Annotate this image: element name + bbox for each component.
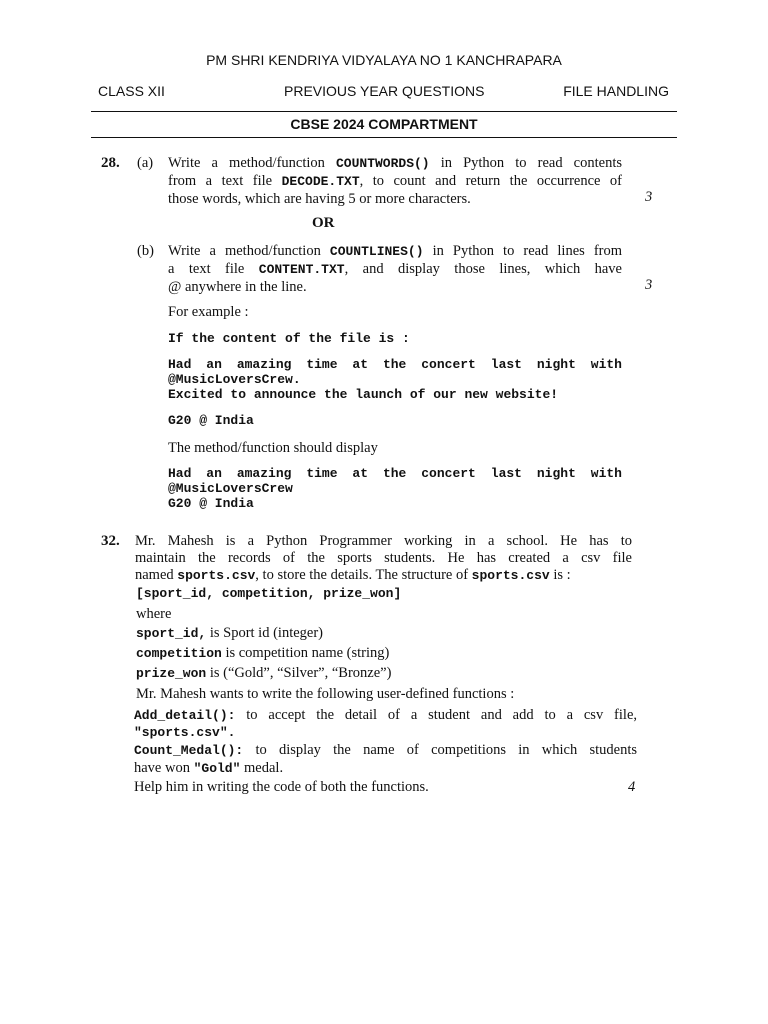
field-prize-won — [136, 665, 391, 683]
text-span: Write a method/function — [168, 243, 321, 259]
question-number: 32. — [101, 533, 120, 549]
code-line: @MusicLoversCrew. — [168, 372, 301, 387]
code-span: Add_detail(): — [134, 708, 236, 723]
csv-structure: [sport_id, competition, prize_won] — [136, 586, 402, 601]
field-competition — [136, 645, 389, 663]
text-span: from a text file — [168, 172, 273, 189]
marks: 3 — [645, 189, 653, 205]
section-title: CBSE 2024 COMPARTMENT — [290, 116, 478, 132]
part-label: (a) — [137, 155, 154, 171]
text-span: have won — [134, 759, 190, 776]
code-line: Excited to announce the launch of our new website! — [168, 387, 559, 402]
school-name: PM SHRI KENDRIYA VIDYALAYA NO 1 KANCHRAPARA — [206, 52, 562, 68]
content-intro: If the content of the file is : — [168, 331, 410, 346]
text-span: in Python to read lines from — [432, 243, 623, 259]
code-span: "sports.csv". — [134, 724, 236, 740]
code-line: G20 @ India — [168, 413, 254, 428]
text-span: , and display those lines, which have — [344, 260, 622, 277]
display-intro: The method/function should display — [168, 440, 378, 456]
text-span: to accept the detail of a student and add to a csv file, — [246, 707, 638, 723]
text-span: is (“Gold”, “Silver”, “Bronze”) — [209, 665, 392, 681]
topic-label: FILE HANDLING — [563, 83, 669, 99]
code-span: CONTENT.TXT — [258, 261, 345, 277]
code-span: sports.csv — [177, 567, 256, 583]
class-label: CLASS XII — [98, 83, 165, 99]
code-line: Had an amazing time at the concert last night with — [168, 357, 622, 372]
wants-text: Mr. Mahesh wants to write the following user-defined functions : — [136, 686, 515, 702]
text-span: those words, which are having 5 or more characters. — [168, 190, 471, 207]
text-span: , to store the details. The structure of — [255, 566, 469, 583]
content-block — [168, 357, 622, 402]
text-span: Write a method/function — [168, 155, 325, 171]
marks: 3 — [645, 277, 653, 293]
output-block — [168, 466, 622, 511]
code-span: "Gold" — [193, 760, 241, 776]
code-span: sports.csv — [471, 567, 550, 583]
help-text: Help him in writing the code of both the functions. — [134, 779, 429, 795]
code-span: DECODE.TXT — [281, 173, 360, 189]
marks: 4 — [628, 779, 636, 795]
function-add-detail — [134, 707, 637, 742]
text-span: is Sport id (integer) — [209, 625, 324, 641]
part-label: (b) — [137, 243, 154, 259]
text-span: medal. — [244, 759, 284, 776]
code-span: prize_won — [136, 666, 207, 681]
category-label: PREVIOUS YEAR QUESTIONS — [284, 83, 485, 99]
question-number: 28. — [101, 155, 120, 171]
text-line: Mr. Mahesh is a Python Programmer working in a school. He has to — [135, 533, 632, 549]
text-line: maintain the records of the sports students. He has created a csv file — [135, 549, 632, 566]
top-divider — [91, 111, 677, 112]
text-span: is : — [553, 566, 571, 583]
text-span: , to count and return the occurrence of — [359, 172, 623, 189]
text-span: @ anywhere in the line. — [168, 278, 307, 295]
q32-intro — [135, 533, 632, 584]
bottom-divider — [91, 137, 677, 138]
text-span: to display the name of competitions in which students — [255, 742, 638, 758]
part-b-text — [168, 243, 622, 295]
code-span: COUNTLINES() — [329, 244, 424, 259]
where-label: where — [136, 606, 172, 622]
code-span: COUNTWORDS() — [335, 156, 430, 171]
text-span: is competition name (string) — [225, 645, 390, 661]
text-span: a text file — [168, 260, 245, 277]
function-count-medal — [134, 742, 637, 778]
code-line: G20 @ India — [168, 496, 254, 511]
code-line: Had an amazing time at the concert last night with — [168, 466, 622, 481]
code-span: Count_Medal(): — [134, 743, 244, 758]
text-span: named — [135, 566, 174, 583]
code-span: sport_id, — [136, 626, 207, 641]
or-separator: OR — [312, 215, 335, 231]
text-span: in Python to read contents — [440, 155, 622, 171]
code-span: competition — [136, 646, 222, 661]
code-line: @MusicLoversCrew — [168, 481, 293, 496]
part-a-text — [168, 155, 622, 207]
example-label: For example : — [168, 304, 249, 320]
field-sport-id — [136, 625, 323, 643]
